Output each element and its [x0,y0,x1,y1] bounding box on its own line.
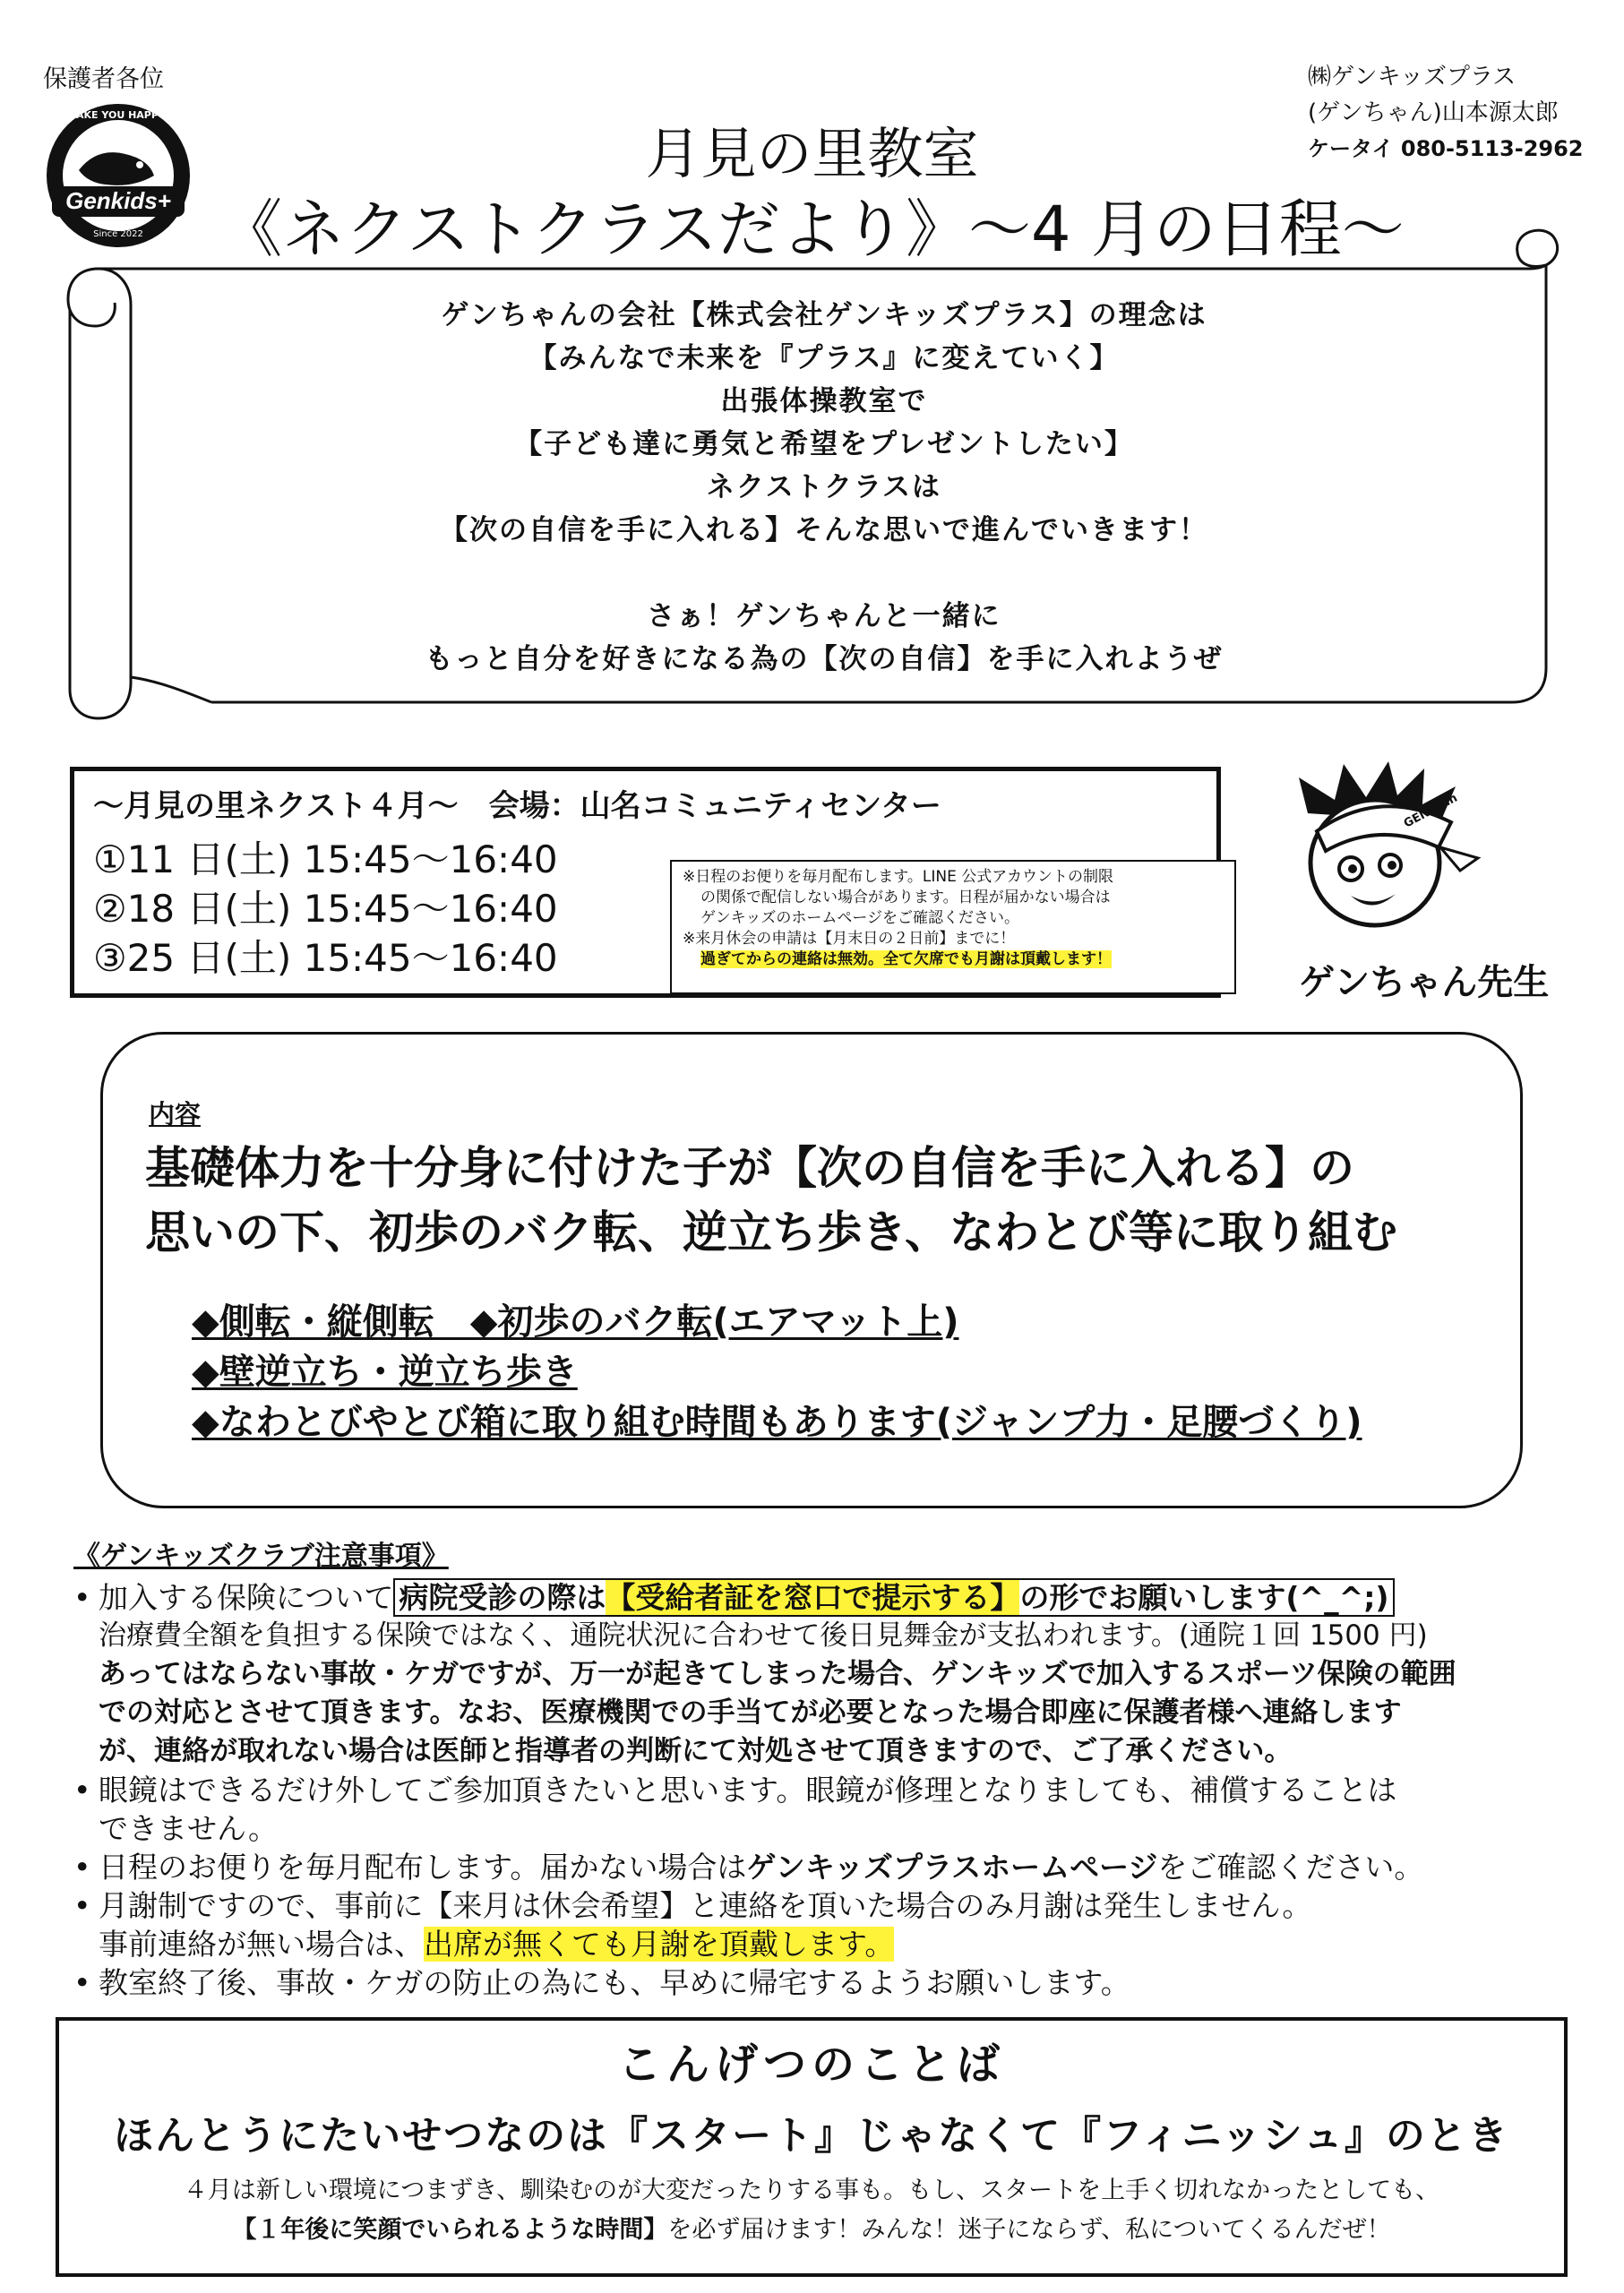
philosophy-line: ゲンちゃんの会社【株式会社ゲンキッズプラス】の理念は [441,299,1207,331]
rule-item [73,1886,1578,1963]
rules-heading: 《ゲンキッズクラブ注意事項》 [73,1541,449,1572]
mascot-caption: ゲンちゃん先生 [1299,962,1550,1003]
rule-boxed-text: 病院受診の際は【受給者証を窓口で提示する】の形でお願いします(^_^;) [393,1578,1394,1617]
schedule-session: ①11 日(土) 15:45～16:40 [93,837,558,881]
schedule-session: ②18 日(土) 15:45～16:40 [93,887,558,931]
philosophy-line: 【次の自信を手に入れる】そんな思いで進んでいきます！ [440,514,1208,546]
philosophy-line: 【みんなで未来を『プラス』に変えていく】 [528,342,1120,374]
rule-text: をご確認ください。 [1157,1850,1424,1885]
note-line: の関係で配信しない場合があります。日程が届かない場合は [700,889,1111,906]
schedule-note [670,860,1236,994]
rule-highlight: 【受給者証を窓口で提示する】 [606,1580,1020,1615]
word-title: こんげつのことば [617,2040,1005,2090]
schedule-heading: ～月見の里ネクスト４月～ 会場：山名コミュニティセンター [93,788,941,824]
rule-highlight: 出席が無くても月謝を頂戴します。 [424,1927,895,1962]
philosophy-line: 【子ども達に勇気と希望をプレゼントしたい】 [514,428,1134,460]
addressee: 保護者各位 [43,65,164,93]
word-body-line [56,2211,1568,2250]
rule-item [73,1963,1578,2002]
rule-text: 教室終了後、事故・ケガの防止の為にも、早めに帰宅するようお願いします。 [99,1965,1130,2000]
philosophy-line: もっと自分を好きになる為の【次の自信】を手に入れようぜ [425,643,1224,675]
word-body-bold: 【１年後に笑顔でいられるような時間】 [232,2216,668,2244]
word-body [56,2171,1568,2250]
rule-bold-line: が、連絡が取れない場合は医師と指導者の判断にて対処させて頂きますので、ご了承ください。 [99,1735,1293,1767]
content-label: 内容 [149,1099,202,1129]
page-subtitle: 《ネクストクラスだより》～4 月の日程～ [219,193,1405,266]
mascot-illustration [1281,760,1550,1010]
page-title: 月見の里教室 [645,121,979,186]
logo-top-text: MAKE YOU HAPPY! [66,109,170,121]
rule-line: 治療費全額を負担する保険ではなく、通院状況に合わせて後日見舞金が支払われます。(通院１回 1500 円) [99,1619,1428,1652]
rule-text: 事前連絡が無い場合は、 [99,1927,424,1962]
phone-number: ケータイ 080-5113-2962 [1308,136,1584,161]
content-main-line: 思いの下、初歩のバク転、逆立ち歩き、なわとび等に取り組む [145,1207,1397,1258]
rules-list [73,1578,1578,2002]
note-line: ※日程のお便りを毎月配布します。LINE 公式アカウントの制限 [683,868,1114,886]
rule-item [73,1771,1578,1848]
representative: (ゲンちゃん)山本源太郎 [1308,99,1559,126]
note-line: ※来月休会の申請は【月末日の２日前】までに！ [683,930,1016,948]
mascot-cap-text: GENchan [1401,791,1460,831]
word-body-rest: を必ず届けます！みんな！迷子にならず、私についてくるんだぜ！ [667,2216,1391,2244]
rule-bold-line: での対応とさせて頂きます。なお、医療機関での手当てが必要となった場合即座に保護者様へ連絡します [99,1696,1402,1729]
logo-name: Genkids+ [65,187,171,214]
schedule-list [93,835,558,983]
schedule-session: ③25 日(土) 15:45～16:40 [93,936,558,980]
content-item: ◆側転・縦側転 ◆初歩のバク転(エアマット上) [192,1301,959,1343]
rule-item [73,1848,1578,1886]
philosophy-line: さぁ！ゲンちゃんと一緒に [647,600,1001,632]
content-items [192,1297,1362,1447]
rule-text: 日程のお便りを毎月配布します。届かない場合は [99,1850,747,1885]
rule-bold-line: あってはならない事故・ケガですが、万一が起きてしまった場合、ゲンキッズで加入するスポーツ保険の範囲 [99,1658,1456,1690]
philosophy-text [125,294,1523,681]
logo-bottom-text: Since 2022 [93,229,143,239]
rule-text: • 眼鏡はできるだけ外してご参加頂きたいと思います。眼鏡が修理となりましても、補償することは [99,1773,1397,1808]
word-main: ほんとうにたいせつなのは『スタート』じゃなくて『フィニッシュ』のとき [114,2113,1509,2159]
content-main [145,1136,1397,1265]
rule-item [73,1578,1578,1771]
word-body-line: ４月は新しい環境につまずき、馴染むのが大変だったりする事も。もし、スタートを上手く切れなかったとしても、 [183,2177,1440,2204]
philosophy-line: ネクストクラスは [706,471,942,503]
note-highlight: 過ぎてからの連絡は無効。全て欠席でも月謝は頂戴します！ [700,950,1112,968]
content-main-line: 基礎体力を十分身に付けた子が【次の自信を手に入れる】の [145,1142,1354,1194]
note-line: ゲンキッズのホームページをご確認ください。 [700,909,1019,927]
rule-text: できません。 [99,1811,278,1846]
rule-bold-text: ゲンキッズプラスホームページ [746,1850,1158,1885]
philosophy-line: 出張体操教室で [720,385,928,417]
philosophy-line [125,552,1523,595]
content-item: ◆なわとびやとび箱に取り組む時間もあります(ジャンプ力・足腰づくり) [192,1402,1362,1443]
content-item: ◆壁逆立ち・逆立ち歩き [192,1352,578,1393]
rule-text: 加入する保険について [99,1580,394,1615]
company-name: ㈱ゲンキッズプラス [1308,64,1517,90]
rule-text: • 月謝制ですので、事前に【来月は休会希望】と連絡を頂いた場合のみ月謝は発生しません。 [99,1888,1312,1923]
